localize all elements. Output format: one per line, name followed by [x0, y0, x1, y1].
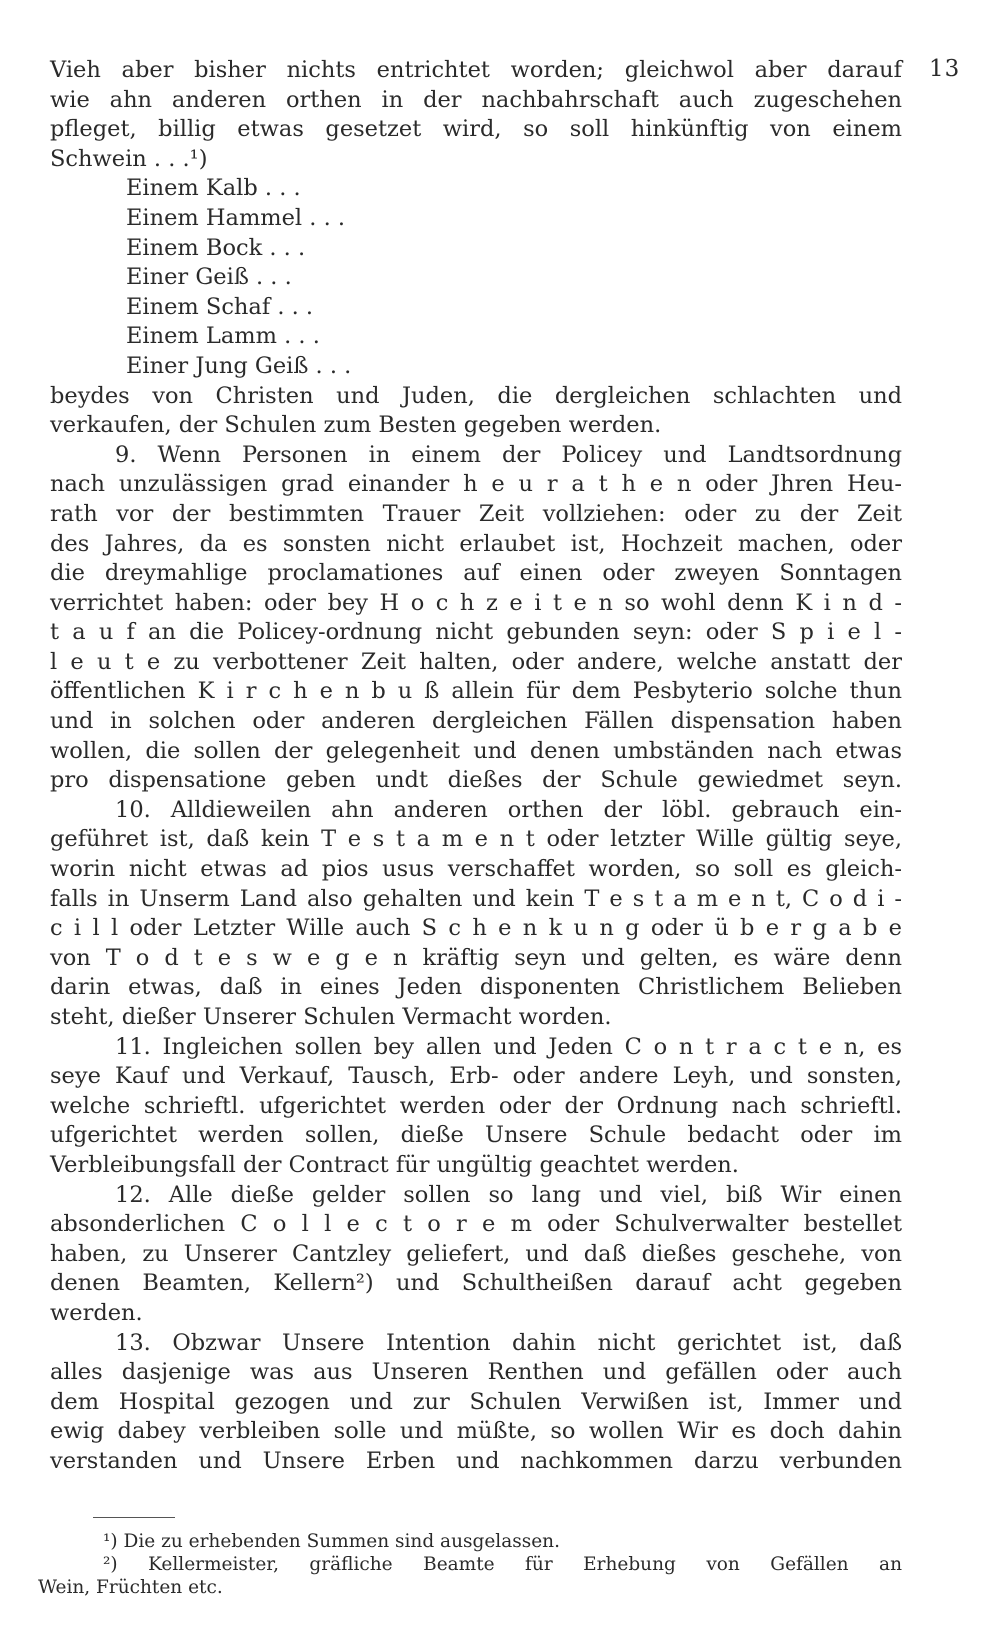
text-line: Einem Bock . . .	[126, 234, 306, 261]
text-line: geführet ist, daß kein T e s t a m e n t oder letzter Wille gültig seye,	[50, 826, 902, 853]
text-line: l e u t e zu verbottener Zeit halten, oder andere, welche anstatt der	[50, 648, 902, 675]
footnote-line: ²) Kellermeister, gräfliche Beamte für Erhebung von Gefällen an	[103, 1554, 902, 1575]
text-line: rath vor der bestimmten Trauer Zeit vollziehen: oder zu der Zeit	[50, 500, 902, 527]
text-line: wollen, die sollen der gelegenheit und denen umbständen nach etwas	[50, 737, 902, 764]
text-line: seye Kauf und Verkauf, Tausch, Erb- oder andere Leyh, und sonsten,	[50, 1063, 902, 1090]
text-line: 9. Wenn Personen in einem der Policey und Landtsordnung	[115, 441, 902, 468]
text-line: worin nicht etwas ad pios usus verschaffet worden, so soll es gleich-	[50, 856, 902, 883]
text-line: welche schrieftl. ufgerichtet werden oder der Ordnung nach schrieftl.	[50, 1092, 902, 1119]
text-line: 11. Ingleichen sollen bey allen und Jeden C o n t r a c t e n, es	[115, 1033, 902, 1060]
text-line: verstanden und Unsere Erben und nachkommen darzu verbunden	[50, 1447, 902, 1474]
text-line: die dreymahlige proclamationes auf einen oder zweyen Sonntagen	[50, 560, 902, 587]
footnote-rule	[93, 1517, 175, 1518]
text-line: pro dispensatione geben undt dießes der Schule gewiedmet seyn.	[50, 767, 902, 794]
text-line: werden.	[50, 1299, 143, 1326]
text-line: c i l l oder Letzter Wille auch S c h e n k u n g oder ü b e r g a b e	[50, 915, 902, 942]
text-line: falls in Unserm Land also gehalten und kein T e s t a m e n t, C o d i -	[50, 885, 902, 912]
footnote-line: ¹) Die zu erhebenden Summen sind ausgelassen.	[103, 1531, 560, 1552]
text-line: des Jahres, da es sonsten nicht erlaubet ist, Hochzeit machen, oder	[50, 530, 902, 557]
text-line: haben, zu Unserer Cantzley geliefert, und daß dießes geschehe, von	[50, 1240, 902, 1267]
text-line: und in solchen oder anderen dergleichen Fällen dispensation haben	[50, 708, 902, 735]
text-line: dem Hospital gezogen und zur Schulen Verwißen ist, Immer und	[50, 1388, 902, 1415]
text-line: t a u f an die Policey-ordnung nicht gebunden seyn: oder S p i e l -	[50, 619, 902, 646]
text-line: Einer Geiß . . .	[126, 264, 292, 291]
text-line: 10. Alldieweilen ahn anderen orthen der löbl. gebrauch ein-	[115, 796, 902, 823]
text-line: öffentlichen K i r c h e n b u ß allein für dem Pesbyterio solche thun	[50, 678, 902, 705]
text-line: 12. Alle dieße gelder sollen so lang und viel, biß Wir einen	[115, 1181, 902, 1208]
text-line: ewig dabey verbleiben solle und müßte, so wollen Wir es doch dahin	[50, 1418, 902, 1445]
text-line: Schwein . . .¹)	[50, 145, 208, 172]
text-line: verkaufen, der Schulen zum Besten gegeben werden.	[50, 412, 662, 439]
text-line: darin etwas, daß in eines Jeden disponenten Christlichem Belieben	[50, 974, 902, 1001]
text-line: verrichtet haben: oder bey H o c h z e i t e n so wohl denn K i n d -	[50, 589, 902, 616]
text-line: Verbleibungsfall der Contract für ungültig geachtet werden.	[50, 1151, 739, 1178]
text-line: Einem Hammel . . .	[126, 204, 346, 231]
text-line: steht, dießer Unserer Schulen Vermacht worden.	[50, 1004, 612, 1030]
page-number: 13	[929, 56, 961, 82]
text-line: Einer Jung Geiß . . .	[126, 352, 352, 379]
text-line: absonderlichen C o l l e c t o r e m oder Schulverwalter bestellet	[50, 1211, 902, 1238]
text-line: nach unzulässigen grad einander h e u r a t h e n oder Jhren Heu-	[50, 471, 902, 498]
text-line: beydes von Christen und Juden, die dergleichen schlachten und	[50, 382, 902, 409]
footnote-line: Wein, Früchten etc.	[38, 1577, 223, 1598]
text-line: Einem Kalb . . .	[126, 175, 301, 202]
text-line: 13. Obzwar Unsere Intention dahin nicht gerichtet ist, daß	[115, 1329, 902, 1356]
text-line: pfleget, billig etwas gesetzet wird, so soll hinkünftig von einem	[50, 116, 902, 143]
text-line: Vieh aber bisher nichts entrichtet worden; gleichwol aber darauf	[50, 57, 902, 83]
text-line: ufgerichtet werden sollen, dieße Unsere Schule bedacht oder im	[50, 1122, 902, 1149]
text-line: denen Beamten, Kellern²) und Schultheißen darauf acht gegeben	[50, 1270, 902, 1297]
text-line: wie ahn anderen orthen in der nachbahrschaft auch zugeschehen	[50, 86, 902, 113]
text-line: alles dasjenige was aus Unseren Renthen und gefällen oder auch	[50, 1359, 902, 1386]
text-line: Einem Schaf . . .	[126, 293, 314, 320]
text-line: von T o d t e s w e g e n kräftig seyn und gelten, es wäre denn	[50, 944, 902, 971]
main-text	[50, 56, 902, 1477]
text-line: Einem Lamm . . .	[126, 323, 320, 350]
footnotes	[38, 1530, 902, 1599]
